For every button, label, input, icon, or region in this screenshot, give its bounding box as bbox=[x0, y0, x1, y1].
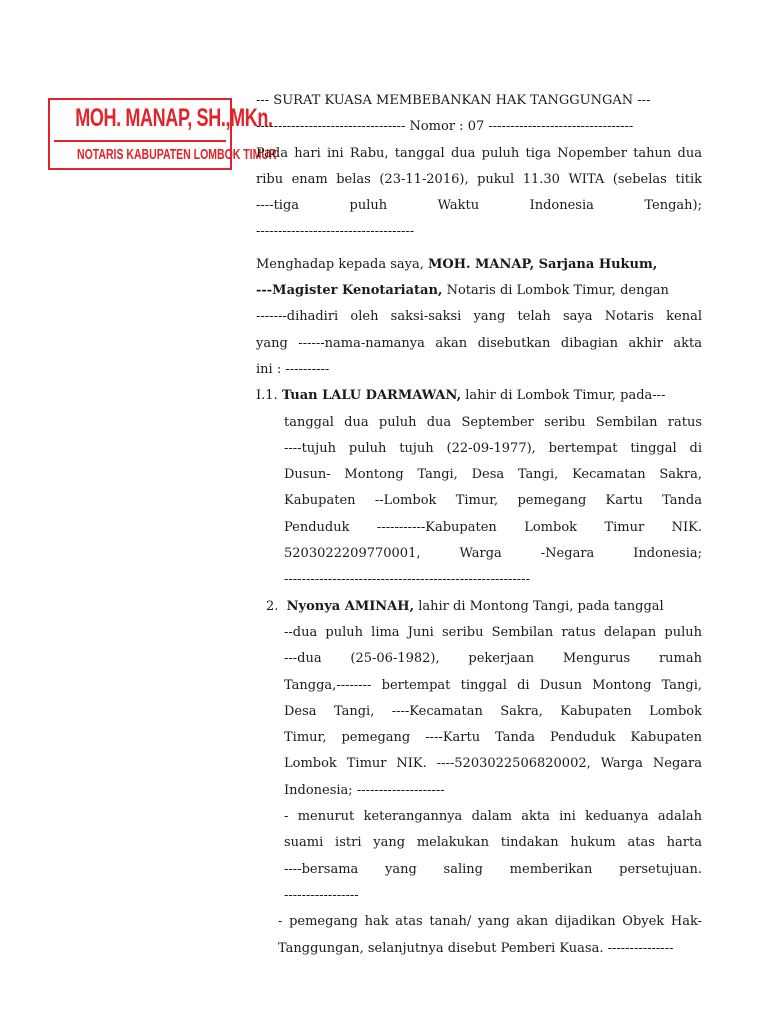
note-line: ----bersama yang saling memberikan persetujuan. bbox=[284, 861, 702, 877]
party-1-line: Dusun- Montong Tangi, Desa Tangi, Kecamatan Sakra, bbox=[284, 467, 702, 483]
document-number: ---------------------------------- Nomor : 07 --------------------------------- bbox=[256, 119, 634, 135]
stamp-subtitle: NOTARIS KABUPATEN LOMBOK TIMUR bbox=[77, 146, 277, 163]
intro-line: ----tiga puluh Waktu Indonesia Tengah); bbox=[256, 198, 702, 214]
party-2-text: lahir di Montong Tangi, pada tanggal bbox=[414, 598, 664, 614]
party-2-line: Timur, pemegang ----Kartu Tanda Penduduk Kabupaten bbox=[284, 730, 702, 746]
intro-line: ------------------------------------ bbox=[256, 224, 415, 240]
appearing-text: Menghadap kepada saya, bbox=[256, 256, 428, 272]
intro-line: ribu enam belas (23-11-2016), pukul 11.30 WITA (sebelas titik bbox=[256, 171, 702, 187]
intro-line: Pada hari ini Rabu, tanggal dua puluh tiga Nopember tahun dua bbox=[256, 145, 702, 161]
holder-line: Tanggungan, selanjutnya disebut Pemberi Kuasa. --------------- bbox=[278, 940, 674, 956]
party-1-line: 5203022209770001, Warga -Negara Indonesia; bbox=[284, 546, 702, 562]
notary-title: ---Magister Kenotariatan, bbox=[256, 283, 443, 299]
party-1-name: Tuan LALU DARMAWAN, bbox=[281, 388, 462, 404]
appearing-line bbox=[256, 252, 702, 278]
note-line: suami istri yang melakukan tindakan hukum atas harta bbox=[284, 835, 702, 851]
party-1-number: I.1. bbox=[256, 388, 278, 404]
document-body bbox=[256, 88, 702, 962]
party-1-line: ----tujuh puluh tujuh (22-09-1977), bertempat tinggal di bbox=[284, 440, 702, 456]
appearing-text: Notaris di Lombok Timur, dengan bbox=[442, 283, 669, 299]
party-2-line: Lombok Timur NIK. ----5203022506820002, Warga Negara bbox=[284, 756, 702, 772]
stamp-divider bbox=[54, 140, 226, 142]
appearing-line: -------dihadiri oleh saksi-saksi yang telah saya Notaris kenal bbox=[256, 309, 702, 325]
party-2-line: Desa Tangi, ----Kecamatan Sakra, Kabupaten Lombok bbox=[284, 703, 702, 719]
party-2-line: ---dua (25-06-1982), pekerjaan Mengurus rumah bbox=[284, 651, 702, 667]
appearing-line: ini : ---------- bbox=[256, 361, 330, 377]
party-1-line: tanggal dua puluh dua September seribu Sembilan ratus bbox=[284, 414, 702, 430]
appearing-line: yang ------nama-namanya akan disebutkan dibagian akhir akta bbox=[256, 335, 702, 351]
notary-full-name: MOH. MANAP, Sarjana Hukum, bbox=[427, 256, 658, 272]
note-line: - menurut keterangannya dalam akta ini keduanya adalah bbox=[284, 809, 702, 825]
note-line: ----------------- bbox=[284, 887, 359, 903]
party-1-line: -------------------------------------------------------- bbox=[284, 572, 530, 588]
document-title: --- SURAT KUASA MEMBEBANKAN HAK TANGGUNGAN --- bbox=[256, 93, 651, 108]
party-2-line: --dua puluh lima Juni seribu Sembilan ratus delapan puluh bbox=[284, 624, 702, 640]
party-1-line: Kabupaten --Lombok Timur, pemegang Kartu Tanda bbox=[284, 493, 702, 509]
party-1-text: lahir di Lombok Timur, pada--- bbox=[461, 388, 666, 404]
party-2-header bbox=[256, 594, 702, 620]
appearing-line bbox=[256, 278, 702, 304]
stamp-notary-name: MOH. MANAP, SH.,MKn. bbox=[75, 104, 273, 132]
party-1-header bbox=[256, 383, 702, 409]
party-2-name: Nyonya AMINAH, bbox=[286, 598, 415, 614]
party-1-line: Penduduk -----------Kabupaten Lombok Timur NIK. bbox=[284, 519, 702, 535]
party-2-line: Indonesia; -------------------- bbox=[284, 782, 445, 798]
notary-stamp bbox=[48, 98, 277, 170]
holder-line: - pemegang hak atas tanah/ yang akan dijadikan Obyek Hak- bbox=[278, 914, 702, 930]
party-2-number: 2. bbox=[266, 598, 279, 614]
party-2-line: Tangga,-------- bertempat tinggal di Dusun Montong Tangi, bbox=[284, 677, 702, 693]
